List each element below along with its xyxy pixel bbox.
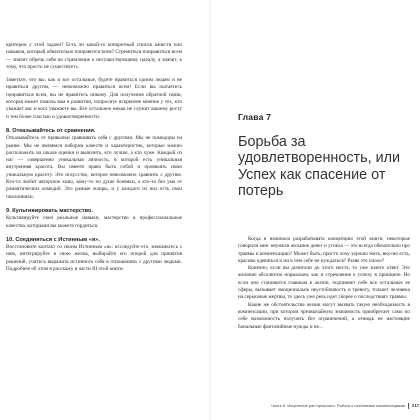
section-heading: 8. Отказывайтесь от сравнения.: [6, 127, 96, 134]
page-number: 217: [411, 403, 420, 409]
right-page: [211, 0, 420, 420]
running-footer: [271, 403, 419, 409]
paragraph: критерии у этой задачи? Есть ли какой-то конкретный список качеств или навыков, который обязательно понравится всем? Стремиться понравиться всем — значит обречь себя на стремление к несуществующему идеалу, а значит, к тому, что просто не существует».: [6, 42, 182, 70]
section-heading: 10. Соединяться с Истинным «я».: [6, 236, 100, 243]
paragraph: Восстановите контакт со своим Истинным «я»: исследуйте его, знакомьтесь с ним, интегрируйте в свою жизнь, выбирайте его опорой для принятия решений, учитесь выражать истинного себя в отношениях с другими людьми. Подробнее об этом я расскажу в части III этой книги.: [6, 244, 182, 273]
paragraph: Когда я начинала разрабатывать концепцию этой книги, некоторые говорили мне: неужели желание денег и успеха — это всегда обязательно про травмы и компенсацию? Может быть, просто хочу хорошо жить, вкусно есть, красиво одеваться и ни в чем себе не нуждаться? Разве это плохо?: [238, 236, 410, 264]
left-page-body: [6, 42, 182, 273]
chapter-label: Глава 7: [238, 112, 272, 122]
paragraph: Конечно, если вы дочитали до этого места, то уже знаете ответ. Это желание абсолютно нормально, как и стремление к успеху в принципе. Но если оно становится главным в жизни, подчиняет себе все остальные ее сферы, вызывает эмоционально неустойчивость и тревогу, толкает человека на серьезные жертвы, то здесь уже речь идет скорее о последствиях травмы.: [238, 265, 410, 301]
left-page: [0, 0, 209, 420]
section-heading: 9. Культивировать мастерство.: [6, 207, 94, 214]
footer-divider: [408, 403, 409, 409]
paragraph: Культивируйте свои реальные навыки, мастерство и профессиональные качества, которыми вы можете гордиться.: [6, 215, 182, 229]
paragraph: Какие же обстоятельства жизни могут вызвать такую необходимость в компенсации, при котором чрезвычайную значимость приобретает само по себе возможность получить без ограничений, а отнюдь не настоящие банальные фантазийные нужды и не...: [238, 301, 410, 330]
right-page-body: [238, 236, 410, 331]
chapter-title: Борьба за удовлетворенность, или Успех как спасение от потерь: [238, 134, 401, 200]
footer-section-title: Часть II. Исцеление ран прошлого. Работа с истинными компенсациями: [271, 403, 406, 409]
paragraph: Отказывайтесь от привычки сравнивать себя с другими. Мы не помидоры на рынке. Мы не являемся набором качеств и характеристик, которые можно расположить на шкале оценки и выяснить, кто лучше, а кто хуже. Каждый из нас — совершенно уникальная личность, в которой есть уникальная внутренняя красота. Вы имеете право быть собой и проявлять свою уникальную красоту. Это искусство, которое невозможно сравнить с другим. Кто-то любит авторское кино, кому-то по душе боевики, а кто-то без ума от романтических комедий. Это разные жанры, и у каждого из них есть свои поклонники.: [6, 135, 182, 200]
paragraph: Заметьте, что вы, как и все остальные, будете нравиться одним людям и не нравиться другим, — невозможно нравиться всем! Если вы пытаетесь понравиться всем, вы не нравитесь никому. Для получения обратной связи, которая может помочь вам в развитии, попросите искреннее мнение у тех, кто уважает вас и кого уважаете вы. Все остальное никак не служит вашему росту и тем более счастью и удовлетворенности.: [6, 77, 182, 120]
